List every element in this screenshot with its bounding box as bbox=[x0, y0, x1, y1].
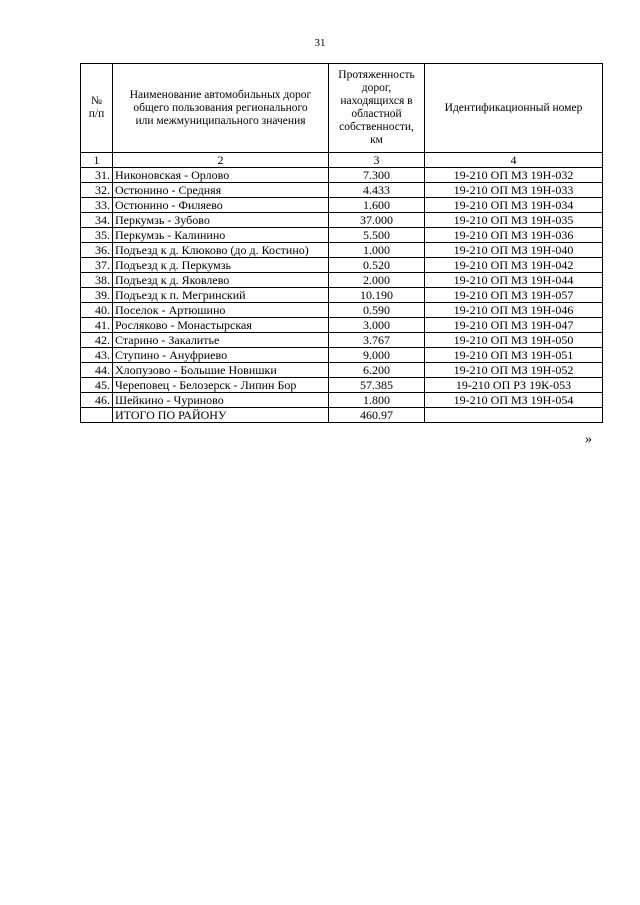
road-length: 2.000 bbox=[329, 273, 425, 288]
road-name: Поселок - Артюшино bbox=[113, 303, 329, 318]
road-number: 36. bbox=[81, 243, 113, 258]
road-length: 7.300 bbox=[329, 168, 425, 183]
road-id: 19-210 ОП МЗ 19Н-054 bbox=[425, 393, 603, 408]
header-num-line: п/п bbox=[88, 108, 105, 120]
header-length-line: Протяженность bbox=[338, 69, 415, 81]
header-length-line: дорог, bbox=[361, 82, 392, 94]
road-length: 5.500 bbox=[329, 228, 425, 243]
road-id: 19-210 ОП МЗ 19Н-040 bbox=[425, 243, 603, 258]
road-number: 33. bbox=[81, 198, 113, 213]
road-number: 45. bbox=[81, 378, 113, 393]
road-name: Росляково - Монастырская bbox=[113, 318, 329, 333]
column-number-row bbox=[81, 153, 603, 168]
table-row bbox=[81, 168, 603, 183]
road-length: 1.800 bbox=[329, 393, 425, 408]
table-row bbox=[81, 378, 603, 393]
road-number: 39. bbox=[81, 288, 113, 303]
total-label: ИТОГО ПО РАЙОНУ bbox=[113, 408, 329, 423]
road-name: Череповец - Белозерск - Липин Бор bbox=[113, 378, 329, 393]
road-number: 34. bbox=[81, 213, 113, 228]
road-number: 32. bbox=[81, 183, 113, 198]
table-row bbox=[81, 213, 603, 228]
header-id-line: Идентификационный номер bbox=[444, 101, 583, 114]
header-num-line: № bbox=[91, 95, 102, 107]
road-name: Перкумзь - Калинино bbox=[113, 228, 329, 243]
table-row bbox=[81, 288, 603, 303]
header-num bbox=[81, 64, 113, 153]
road-number: 43. bbox=[81, 348, 113, 363]
header-name bbox=[113, 64, 329, 153]
table-row bbox=[81, 228, 603, 243]
road-number: 35. bbox=[81, 228, 113, 243]
road-id: 19-210 ОП МЗ 19Н-050 bbox=[425, 333, 603, 348]
road-id: 19-210 ОП МЗ 19Н-044 bbox=[425, 273, 603, 288]
column-number: 2 bbox=[113, 153, 329, 168]
header-name-line: общего пользования регионального bbox=[133, 101, 308, 114]
road-name: Остюнино - Филяево bbox=[113, 198, 329, 213]
road-name: Подъезд к д. Перкумзь bbox=[113, 258, 329, 273]
header-length-line: км bbox=[370, 134, 383, 146]
road-length: 6.200 bbox=[329, 363, 425, 378]
header-length-line: областной bbox=[351, 108, 402, 120]
table-body bbox=[81, 168, 603, 408]
road-number: 38. bbox=[81, 273, 113, 288]
road-number: 40. bbox=[81, 303, 113, 318]
closing-quote: » bbox=[585, 432, 592, 447]
road-id: 19-210 ОП МЗ 19Н-046 bbox=[425, 303, 603, 318]
column-number: 3 bbox=[329, 153, 425, 168]
header-name-line: или межмуниципального значения bbox=[135, 114, 306, 127]
road-name: Остюнино - Средняя bbox=[113, 183, 329, 198]
table-row bbox=[81, 348, 603, 363]
road-id: 19-210 ОП МЗ 19Н-032 bbox=[425, 168, 603, 183]
road-length: 1.600 bbox=[329, 198, 425, 213]
table-row bbox=[81, 318, 603, 333]
header-length-line: находящихся в bbox=[340, 95, 413, 107]
table-row bbox=[81, 303, 603, 318]
road-length: 0.590 bbox=[329, 303, 425, 318]
road-number: 44. bbox=[81, 363, 113, 378]
road-id: 19-210 ОП МЗ 19Н-051 bbox=[425, 348, 603, 363]
road-length: 10.190 bbox=[329, 288, 425, 303]
table-row bbox=[81, 333, 603, 348]
road-length: 0.520 bbox=[329, 258, 425, 273]
road-id: 19-210 ОП МЗ 19Н-035 bbox=[425, 213, 603, 228]
table-row bbox=[81, 258, 603, 273]
road-id: 19-210 ОП МЗ 19Н-057 bbox=[425, 288, 603, 303]
road-length: 1.000 bbox=[329, 243, 425, 258]
road-number: 37. bbox=[81, 258, 113, 273]
table-row bbox=[81, 198, 603, 213]
road-id: 19-210 ОП РЗ 19К-053 bbox=[425, 378, 603, 393]
header-length-line: собственности, bbox=[339, 121, 414, 133]
road-id: 19-210 ОП МЗ 19Н-042 bbox=[425, 258, 603, 273]
column-number: 4 bbox=[425, 153, 603, 168]
road-length: 3.767 bbox=[329, 333, 425, 348]
roads-table bbox=[80, 63, 603, 423]
road-length: 57.385 bbox=[329, 378, 425, 393]
road-length: 9.000 bbox=[329, 348, 425, 363]
road-id: 19-210 ОП МЗ 19Н-047 bbox=[425, 318, 603, 333]
road-id: 19-210 ОП МЗ 19Н-033 bbox=[425, 183, 603, 198]
total-row bbox=[81, 408, 603, 423]
table-row bbox=[81, 243, 603, 258]
table-row bbox=[81, 183, 603, 198]
road-id: 19-210 ОП МЗ 19Н-052 bbox=[425, 363, 603, 378]
road-name: Подъезд к п. Мегринский bbox=[113, 288, 329, 303]
road-number: 46. bbox=[81, 393, 113, 408]
header-id bbox=[425, 64, 603, 153]
road-length: 4.433 bbox=[329, 183, 425, 198]
road-number: 41. bbox=[81, 318, 113, 333]
total-id bbox=[425, 408, 603, 423]
table-row bbox=[81, 393, 603, 408]
road-name: Никоновская - Орлово bbox=[113, 168, 329, 183]
road-name: Хлопузово - Большие Новишки bbox=[113, 363, 329, 378]
road-name: Ступино - Ануфриево bbox=[113, 348, 329, 363]
road-id: 19-210 ОП МЗ 19Н-036 bbox=[425, 228, 603, 243]
column-number: 1 bbox=[81, 153, 113, 168]
road-name: Старино - Закалитье bbox=[113, 333, 329, 348]
page-number: 31 bbox=[314, 37, 326, 49]
header-length bbox=[329, 64, 425, 153]
header-row bbox=[81, 64, 603, 153]
road-id: 19-210 ОП МЗ 19Н-034 bbox=[425, 198, 603, 213]
header-name-line: Наименование автомобильных дорог bbox=[129, 88, 312, 101]
road-name: Подъезд к д. Яковлево bbox=[113, 273, 329, 288]
total-length: 460.97 bbox=[329, 408, 425, 423]
road-name: Перкумзь - Зубово bbox=[113, 213, 329, 228]
table-row bbox=[81, 273, 603, 288]
table-row bbox=[81, 363, 603, 378]
road-length: 3.000 bbox=[329, 318, 425, 333]
total-num bbox=[81, 408, 113, 423]
road-length: 37.000 bbox=[329, 213, 425, 228]
road-number: 42. bbox=[81, 333, 113, 348]
road-name: Шейкино - Чуриново bbox=[113, 393, 329, 408]
road-number: 31. bbox=[81, 168, 113, 183]
road-name: Подъезд к д. Клюково (до д. Костино) bbox=[113, 243, 329, 258]
